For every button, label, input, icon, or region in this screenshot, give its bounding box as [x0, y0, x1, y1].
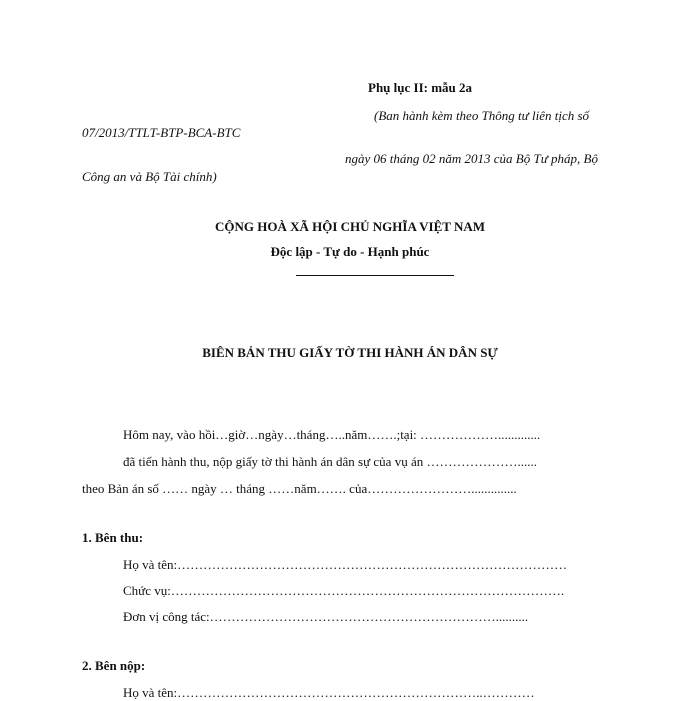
submitter-name-field: Họ và tên:……………………………………………………………..………… [123, 685, 535, 700]
section-heading-submitter: 2. Bên nộp: [82, 658, 146, 673]
intro-line-1: Hôm nay, vào hồi…giờ…ngày…tháng…..năm…….;tại: ………………............. [123, 427, 541, 442]
section-heading-receiver: 1. Bên thu: [82, 530, 144, 545]
appendix-issued-line-2: 07/2013/TTLT-BTP-BCA-BTC [82, 125, 241, 140]
country-header: CỘNG HOÀ XÃ HỘI CHỦ NGHĨA VIỆT NAM [214, 219, 486, 234]
receiver-unit-field: Đơn vị công tác:………………………………………………………….......... [123, 609, 529, 624]
appendix-title: Phụ lục II: mẫu 2a [368, 80, 473, 95]
appendix-issued-line-3: ngày 06 tháng 02 năm 2013 của Bộ Tư pháp, Bộ [345, 151, 598, 166]
document-title: BIÊN BẢN THU GIẤY TỜ THI HÀNH ÁN DÂN SỰ [202, 345, 498, 360]
intro-line-2: đã tiến hành thu, nộp giấy tờ thi hành án dân sự của vụ án …………………...... [123, 454, 537, 469]
motto: Độc lập - Tự do - Hạnh phúc [270, 244, 430, 259]
receiver-name-field: Họ và tên:……………………………………………………………………………… [123, 557, 568, 572]
appendix-issued-line-1: (Ban hành kèm theo Thông tư liên tịch số [374, 108, 590, 123]
motto-underline [296, 275, 454, 276]
intro-line-3: theo Bản án số …… ngày … tháng ……năm……. của…………………….............. [82, 481, 517, 496]
appendix-issued-line-4: Công an và Bộ Tài chính) [82, 169, 217, 184]
receiver-position-field: Chức vụ:………………………………………………………………………………. [123, 583, 565, 598]
